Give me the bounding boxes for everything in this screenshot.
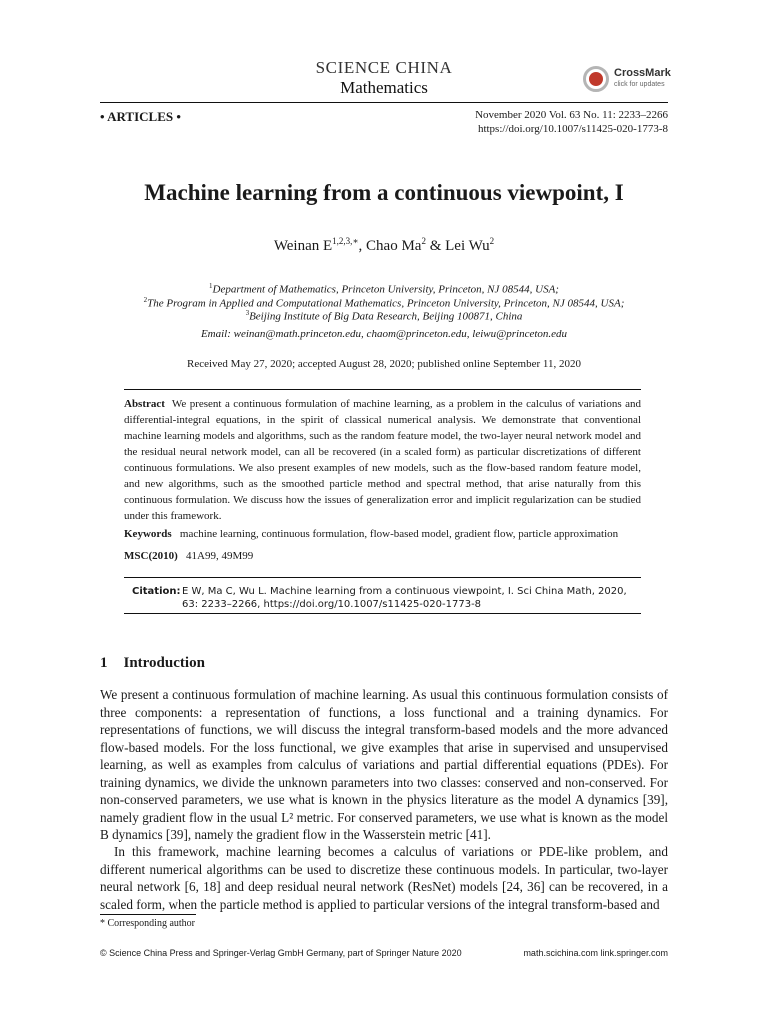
affiliation-2: [0, 296, 768, 310]
abstract: [124, 396, 641, 524]
footer-links[interactable]: math.scichina.com link.springer.com: [523, 948, 668, 958]
msc-label: MSC(2010): [124, 550, 178, 562]
author-affiliation-marker: 1,2,3,∗: [332, 236, 359, 246]
citation-top-rule: [124, 577, 641, 578]
intro-paragraph-1: We present a continuous formulation of machine learning. As usual this continuous formulation consists of three components: a representation of functions, a loss functional and a training dynamics. For representations of functions, we will discuss the integral transform-based models and the more advanced flow-based models. For the loss functional, we give examples that arise in supervised and unsupervised learning, as well as examples from calculus of variations and partial differential equations (PDEs). For training dynamics, we divide the unknown parameters into two classes: conserved and non-conserved. For non-conserved parameters, we use what is known in the physics literature as the model A dynamics [39], namely gradient flow in the usual L² metric. For conserved parameters, we use what is known as the model B dynamics [39], namely the gradient flow in the Wasserstein metric [41].: [100, 687, 668, 842]
section-heading: [100, 655, 205, 672]
crossmark-title: CrossMark: [614, 67, 671, 79]
footnote: * Corresponding author: [100, 918, 195, 929]
footnote-rule: [100, 914, 196, 915]
journal-subject: Mathematics: [340, 78, 428, 97]
section-title: Introduction: [123, 655, 205, 671]
affiliation-marker: 3: [245, 309, 250, 317]
journal-name: SCIENCE CHINA: [315, 58, 453, 77]
intro-paragraph-2: In this framework, machine learning becomes a calculus of variations or PDE-like problem, and different numerical algorithms can be used to discretize these continuous models. In particular, two-layer neural network [6, 18] and deep residual neural network (ResNet) models [24, 36] can be recovered, in a scaled form, when the particle method is applied to particular versions of the integral transform-based and: [100, 844, 668, 912]
affiliation-text: The Program in Applied and Computational Mathematics, Princeton University, Princeton, NJ 08544, USA;: [147, 297, 625, 310]
paper-title: Machine learning from a continuous viewpoint, I: [144, 180, 624, 205]
section-number: 1: [100, 655, 108, 671]
affiliation-text: Department of Mathematics, Princeton University, Princeton, NJ 08544, USA;: [212, 283, 559, 296]
keywords-text: machine learning, continuous formulation, flow-based model, gradient flow, particle approximation: [179, 528, 619, 540]
affiliation-3: [0, 309, 768, 323]
author-affiliation-marker: 2: [489, 236, 495, 246]
affiliation-1: [0, 282, 768, 296]
abstract-top-rule: [124, 389, 641, 390]
copyright-line: © Science China Press and Springer-Verlag GmbH Germany, part of Springer Nature 2020: [100, 948, 462, 958]
doi-link[interactable]: https://doi.org/10.1007/s11425-020-1773-8: [477, 123, 668, 135]
author-name: Weinan E: [273, 238, 333, 254]
issue-line: November 2020 Vol. 63 No. 11: 2233–2266: [475, 109, 668, 121]
msc-text: 41A99, 49M99: [186, 550, 254, 562]
citation-label: Citation:: [132, 586, 181, 597]
header-rule: [100, 102, 668, 103]
affiliation-marker: 1: [209, 282, 213, 290]
msc-codes: [124, 550, 641, 562]
abstract-text: We present a continuous formulation of machine learning, as a problem in the calculus of variations and differential-integral equations, in the spirit of classical numerical analysis. We demonstrate that conventional machine learning models and algorithms, such as the random feature model, the two-layer neural network model and the residual neural network model, can all be recovered (in a scaled form) as particular discretizations of different continuous formulations. We also present examples of new models, such as the flow-based random feature model, and new algorithms, such as the smoothed particle method and spectral method, that arise naturally from this continuous formulation. We discuss how the issues of generalization error and implicit regularization can be studied under this framework.: [124, 398, 641, 522]
abstract-label: Abstract: [124, 398, 165, 410]
author-list: [0, 236, 768, 255]
author-name: , Chao Ma: [358, 238, 422, 254]
crossmark-icon: [583, 66, 609, 92]
author-name: & Lei Wu: [425, 238, 490, 254]
citation: [132, 585, 641, 611]
citation-text: E W, Ma C, Wu L. Machine learning from a continuous viewpoint, I. Sci China Math, 2020, 63: 2233–2266, https://doi.org/10.1007/s11425-020-1773-8: [182, 586, 627, 610]
crossmark-badge[interactable]: [583, 66, 671, 92]
crossmark-subtitle: click for updates: [614, 81, 665, 88]
keywords: [124, 528, 641, 540]
keywords-label: Keywords: [124, 528, 172, 540]
section-label: • ARTICLES •: [100, 109, 181, 124]
citation-bottom-rule: [124, 613, 641, 614]
received-dates: Received May 27, 2020; accepted August 28, 2020; published online September 11, 2020: [187, 358, 581, 370]
affiliation-text: Beijing Institute of Big Data Research, Beijing 100871, China: [249, 310, 523, 323]
author-affiliation-marker: 2: [421, 236, 426, 246]
author-emails: Email: weinan@math.princeton.edu, chaom@princeton.edu, leiwu@princeton.edu: [200, 328, 568, 340]
affiliation-marker: 2: [143, 296, 148, 304]
